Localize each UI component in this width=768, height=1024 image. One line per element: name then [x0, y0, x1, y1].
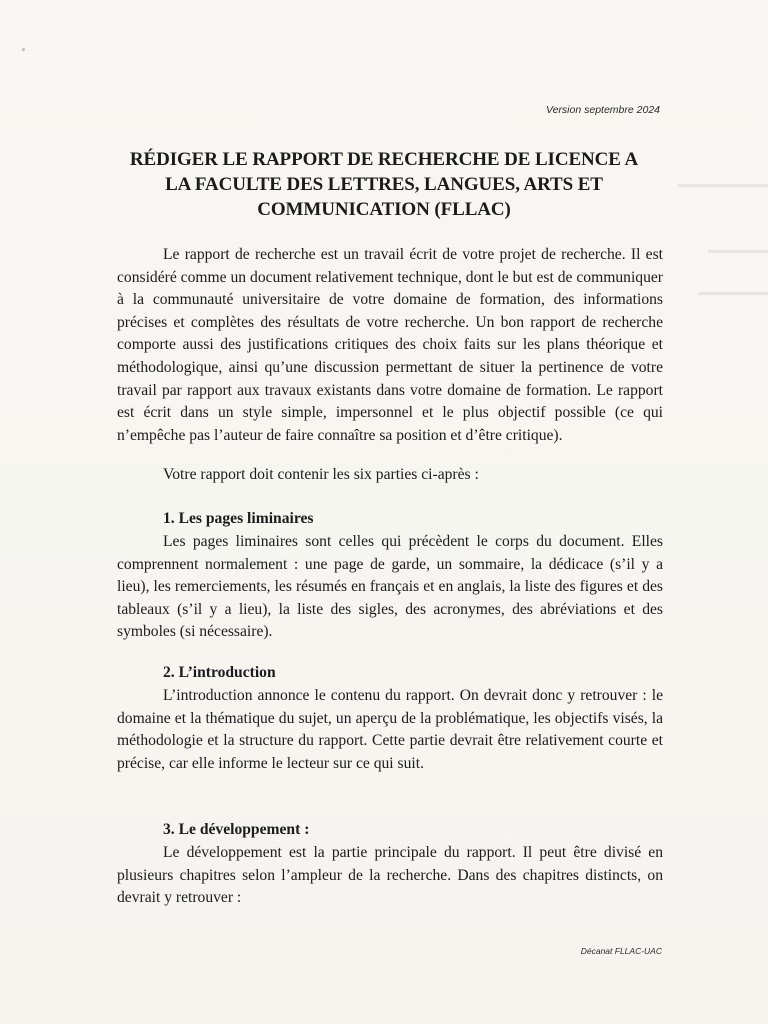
section-body-introduction — [117, 685, 663, 775]
section-body-developpement — [117, 842, 663, 910]
intro-paragraph: Le rapport de recherche est un travail écrit de votre projet de recherche. Il est considéré comme un document relativement technique, dont le but est de communiquer à la communauté universitaire de votre domaine de formation, des informations précises et complètes des résultats de votre recherche. Un bon rapport de recherche comporte aussi des justifications critiques des choix faits sur les plans théorique et méthodologique, ainsi qu’une discussion permettant de situer la pertinence de votre travail par rapport aux travaux existants dans votre domaine de formation. Le rapport est écrit dans un style simple, impersonnel et le plus objectif possible (ce qui n’empêche pas l’auteur de faire connaître sa position et d’être critique). — [117, 246, 663, 444]
section-heading-pages-liminaires: 1. Les pages liminaires — [163, 510, 314, 527]
title-line: COMMUNICATION (FLLAC) — [257, 199, 511, 220]
title-line: LA FACULTE DES LETTRES, LANGUES, ARTS ET — [165, 174, 603, 195]
version-label: Version septembre 2024 — [545, 104, 660, 116]
scan-bleed-mark — [708, 250, 768, 253]
intro-paragraph-block — [117, 244, 663, 447]
scan-speck — [22, 48, 25, 51]
section-heading-introduction: 2. L’introduction — [163, 664, 276, 681]
section-paragraph: Les pages liminaires sont celles qui précèdent le corps du document. Elles comprennent normalement : une page de garde, un sommaire, la dédicace (s’il y a lieu), les remerciements, les résumés en français et en anglais, la liste des figures et des tableaux (s’il y a lieu), la liste des sigles, des acronymes, des abréviations et des symboles (si nécessaire). — [117, 533, 663, 641]
title-line: RÉDIGER LE RAPPORT DE RECHERCHE DE LICENCE A — [129, 149, 639, 170]
section-paragraph: L’introduction annonce le contenu du rapport. On devrait donc y retrouver : le domaine et la thématique du sujet, un aperçu de la problématique, les objectifs visés, la méthodologie et la structure du rapport. Cette partie devrait être relativement courte et précise, car elle informe le lecteur sur ce qui suit. — [117, 687, 663, 772]
scan-bleed-mark — [698, 292, 768, 295]
section-body-pages-liminaires — [117, 531, 663, 644]
scan-bleed-mark — [678, 184, 768, 187]
footer-label: Décanat FLLAC-UAC — [580, 946, 662, 956]
section-paragraph: Le développement est la partie principale du rapport. Il peut être divisé en plusieurs chapitres selon l’ampleur de la recherche. Dans des chapitres distincts, on devrait y retrouver : — [117, 844, 663, 907]
plan-paragraph: Votre rapport doit contenir les six parties ci-après : — [163, 466, 479, 483]
plan-paragraph-block — [117, 464, 663, 487]
section-heading-developpement: 3. Le développement : — [163, 821, 310, 838]
document-title — [100, 147, 668, 222]
